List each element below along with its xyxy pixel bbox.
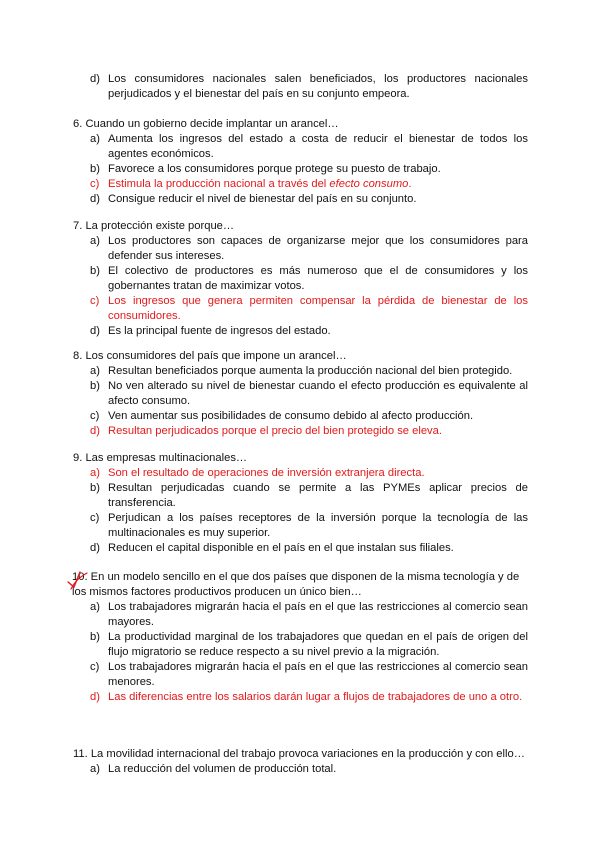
option-label: d) <box>90 542 100 554</box>
question-title: 11. La movilidad internacional del trabajo provoca variaciones en la producción y con ello… <box>73 748 525 760</box>
option-text: Los consumidores nacionales salen beneficiados, los productores nacionales perjudicados y el bienestar del país en su conjunto empeora. <box>108 73 528 100</box>
question-5-continuation <box>73 72 528 102</box>
option-label: c) <box>90 178 100 190</box>
question-title: 10. En un modelo sencillo en el que dos países que disponen de la misma tecnología y de los mismos factores productivos producen un único bien… <box>72 571 520 598</box>
option-text-after: . <box>408 178 412 190</box>
question-title: 8. Los consumidores del país que impone un arancel… <box>73 350 347 362</box>
option-b <box>73 162 528 177</box>
question-6 <box>73 117 528 207</box>
option-text: La productividad marginal de los trabajadores que quedan en el país de origen del flujo migratorio se reduce respecto a su nivel previo a la migración. <box>108 631 528 658</box>
option-d <box>73 192 528 207</box>
option-text: Aumenta los ingresos del estado a costa de reducir el bienestar de todos los agentes económicos. <box>108 133 528 160</box>
option-label: a) <box>90 133 100 145</box>
option-label: a) <box>90 763 100 775</box>
question-11 <box>73 747 528 777</box>
option-label: b) <box>90 482 100 494</box>
option-text: Los ingresos que genera permiten compensar la pérdida de bienestar de los consumidores. <box>108 295 528 322</box>
option-d <box>73 324 528 339</box>
option-text: Resultan perjudicadas cuando se permite a las PYMEs aplicar precios de transferencia. <box>108 482 528 509</box>
option-text: Favorece a los consumidores porque protege su puesto de trabajo. <box>108 163 441 175</box>
option-text: Los trabajadores migrarán hacia el país en el que las restricciones al comercio sean mayores. <box>108 601 528 628</box>
question-10 <box>73 570 528 705</box>
question-title: 9. Las empresas multinacionales… <box>73 452 248 464</box>
option-label: a) <box>90 467 100 479</box>
option-a <box>73 762 528 777</box>
option-label: c) <box>90 512 100 524</box>
option-b <box>73 379 528 409</box>
option-b <box>73 264 528 294</box>
option-label: b) <box>90 631 100 643</box>
option-label: c) <box>90 661 100 673</box>
question-7 <box>73 219 528 339</box>
option-d-correct <box>73 424 528 439</box>
option-label: a) <box>90 235 100 247</box>
option-label: a) <box>90 365 100 377</box>
option-label: b) <box>90 265 100 277</box>
option-text: Los productores son capaces de organizarse mejor que los consumidores para defender sus intereses. <box>108 235 528 262</box>
option-c-correct <box>73 177 528 192</box>
option-a-correct <box>73 466 528 481</box>
option-label: d) <box>90 325 100 337</box>
question-9 <box>73 451 528 556</box>
option-label: b) <box>90 380 100 392</box>
option-text <box>108 178 411 190</box>
option-text: Las diferencias entre los salarios darán lugar a flujos de trabajadores de uno a otro. <box>108 691 523 703</box>
option-label: d) <box>90 193 100 205</box>
question-8 <box>73 349 528 439</box>
option-c-correct <box>73 294 528 324</box>
option-text: Ven aumentar sus posibilidades de consumo debido al afecto producción. <box>108 410 474 422</box>
option-b <box>73 481 528 511</box>
option-text: Consigue reducir el nivel de bienestar del país en su conjunto. <box>108 193 417 205</box>
option-text: La reducción del volumen de producción total. <box>108 763 337 775</box>
option-text: Resultan beneficiados porque aumenta la producción nacional del bien protegido. <box>108 365 513 377</box>
option-label: b) <box>90 163 100 175</box>
option-label: d) <box>90 425 100 437</box>
option-a <box>73 234 528 264</box>
option-text: Reducen el capital disponible en el país en el que instalan sus filiales. <box>108 542 454 554</box>
question-title: 6. Cuando un gobierno decide implantar un arancel… <box>73 118 339 130</box>
option-text: Los trabajadores migrarán hacia el país en el que las restricciones al comercio sean menores. <box>108 661 528 688</box>
option-a <box>73 600 528 630</box>
option-d <box>73 72 528 102</box>
option-label: a) <box>90 601 100 613</box>
option-text-italic: efecto consumo <box>329 178 409 190</box>
option-text-before: Estimula la producción nacional a través del <box>108 178 330 190</box>
option-text: El colectivo de productores es más numeroso que el de consumidores y los gobernantes tratan de maximizar votos. <box>108 265 528 292</box>
option-label: c) <box>90 410 100 422</box>
option-c <box>73 511 528 541</box>
option-d <box>73 541 528 556</box>
option-label: d) <box>90 691 100 703</box>
option-label: d) <box>90 73 100 85</box>
option-text: No ven alterado su nivel de bienestar cuando el efecto producción es equivalente al afecto consumo. <box>108 380 528 407</box>
option-label: c) <box>90 295 100 307</box>
option-d-correct <box>73 690 528 705</box>
option-b <box>73 630 528 660</box>
question-title: 7. La protección existe porque… <box>73 220 235 232</box>
option-text: Es la principal fuente de ingresos del estado. <box>108 325 331 337</box>
option-text: Son el resultado de operaciones de inversión extranjera directa. <box>108 467 425 479</box>
option-a <box>73 132 528 162</box>
option-text: Perjudican a los países receptores de la inversión porque la tecnología de las multinacionales es muy superior. <box>108 512 528 539</box>
option-c <box>73 409 528 424</box>
option-text: Resultan perjudicados porque el precio del bien protegido se eleva. <box>108 425 442 437</box>
option-c <box>73 660 528 690</box>
option-a <box>73 364 528 379</box>
